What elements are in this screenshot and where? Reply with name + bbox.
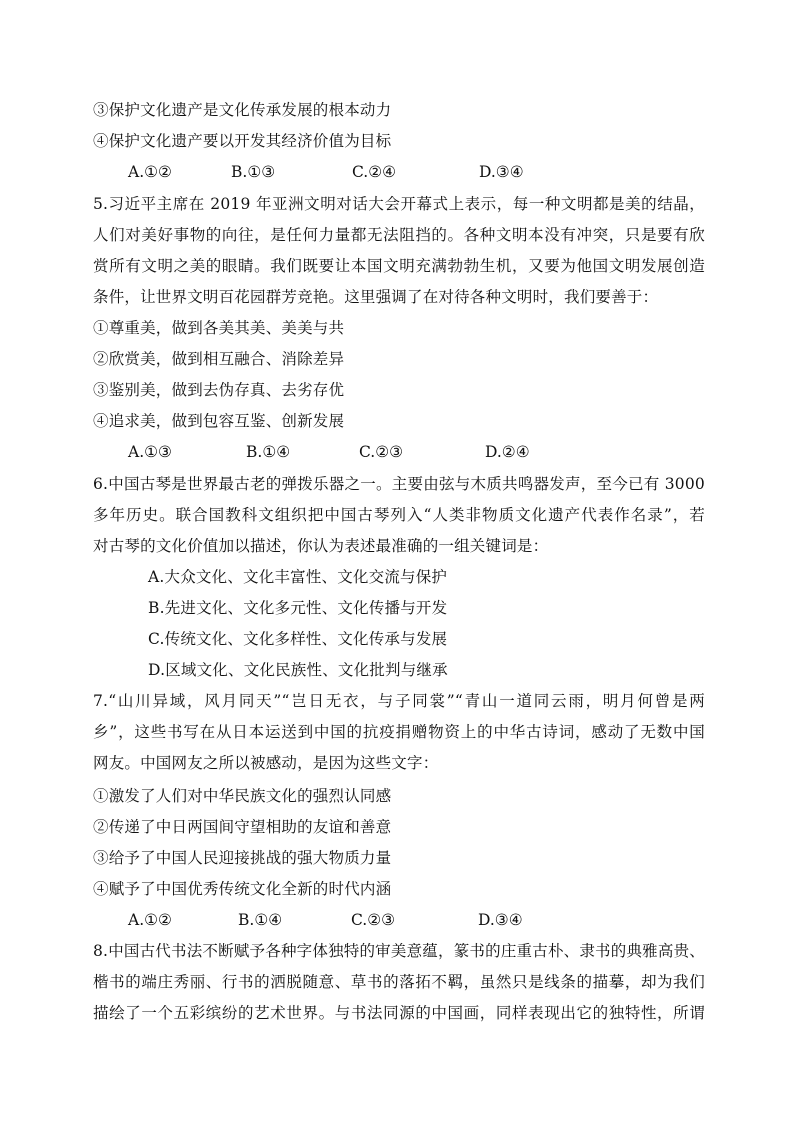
q6-stem-line: 对古琴的文化价值加以描述，你认为表述最准确的一组关键词是： (93, 537, 549, 555)
q4-option-4: ④保护文化遗产要以开发其经济价值为目标 (93, 132, 392, 150)
q8-stem-line: 8.中国古代书法不断赋予各种字体独特的审美意蕴，篆书的庄重古朴、隶书的典雅高贵、 (93, 942, 705, 960)
q8-stem-line: 描绘了一个五彩缤纷的艺术世界。与书法同源的中国画，同样表现出它的独特性，所谓 (93, 1004, 705, 1022)
q4-choice-d: D.③④ (479, 163, 524, 181)
q7-choice-b: B.①④ (238, 911, 283, 929)
q7-choice-a: A.①② (128, 911, 172, 929)
q7-choice-c: C.②③ (351, 911, 396, 929)
q7-choice-d: D.③④ (478, 911, 523, 929)
q8-stem-line: 楷书的端庄秀丽、行书的洒脱随意、草书的落拓不羁，虽然只是线条的描摹，却为我们 (93, 973, 705, 991)
q5-stem-line: 5.习近平主席在 2019 年亚洲文明对话大会开幕式上表示，每一种文明都是美的结晶， (93, 195, 705, 213)
q4-choice-c: C.②④ (352, 163, 397, 181)
q4-option-3: ③保护文化遗产是文化传承发展的根本动力 (93, 101, 392, 119)
q5-choice-c: C.②③ (359, 443, 404, 461)
q7-option-4: ④赋予了中国优秀传统文化全新的时代内涵 (93, 880, 392, 898)
q7-option-2: ②传递了中日两国间守望相助的友谊和善意 (93, 818, 392, 836)
q6-option-c: C.传统文化、文化多样性、文化传承与发展 (148, 630, 448, 648)
q5-choice-a: A.①③ (128, 443, 172, 461)
q6-option-d: D.区域文化、文化民族性、文化批判与继承 (148, 661, 448, 679)
q5-option-1: ①尊重美，做到各美其美、美美与共 (93, 319, 345, 337)
q7-stem-line: 7.“山川异域，风月同天”“岂日无衣，与子同裳”“青山一道同云雨，明月何曾是两 (93, 692, 705, 710)
q6-option-a: A.大众文化、文化丰富性、文化交流与保护 (148, 568, 448, 586)
q6-option-b: B.先进文化、文化多元性、文化传播与开发 (148, 599, 448, 617)
q6-stem-line: 6.中国古琴是世界最古老的弹拨乐器之一。主要由弦与木质共鸣器发声，至今已有 3000 (93, 475, 705, 493)
q4-choice-a: A.①② (128, 163, 172, 181)
q7-option-3: ③给予了中国人民迎接挑战的强大物质力量 (93, 849, 392, 867)
q5-stem-line: 条件，让世界文明百花园群芳竞艳。这里强调了在对待各种文明时，我们要善于： (93, 288, 659, 306)
q7-stem-line: 网友。中国网友之所以被感动，是因为这些文字： (93, 754, 439, 772)
q5-option-3: ③鉴别美，做到去伪存真、去劣存优 (93, 381, 345, 399)
q6-stem-line: 多年历史。联合国教科文组织把中国古琴列入“人类非物质文化遗产代表作名录”，若 (93, 506, 705, 524)
q5-choice-b: B.①④ (246, 443, 291, 461)
q7-stem-line: 乡”，这些书写在从日本运送到中国的抗疫捐赠物资上的中华古诗词，感动了无数中国 (93, 723, 705, 741)
q5-choice-d: D.②④ (485, 443, 530, 461)
q5-stem-line: 赏所有文明之美的眼睛。我们既要让本国文明充满勃勃生机，又要为他国文明发展创造 (93, 257, 705, 275)
q5-option-4: ④追求美，做到包容互鉴、创新发展 (93, 412, 345, 430)
q7-option-1: ①激发了人们对中华民族文化的强烈认同感 (93, 787, 392, 805)
q5-stem-line: 人们对美好事物的向往，是任何力量都无法阻挡的。各种文明本没有冲突，只是要有欣 (93, 226, 705, 244)
q5-option-2: ②欣赏美，做到相互融合、消除差异 (93, 350, 345, 368)
q4-choice-b: B.①③ (231, 163, 276, 181)
